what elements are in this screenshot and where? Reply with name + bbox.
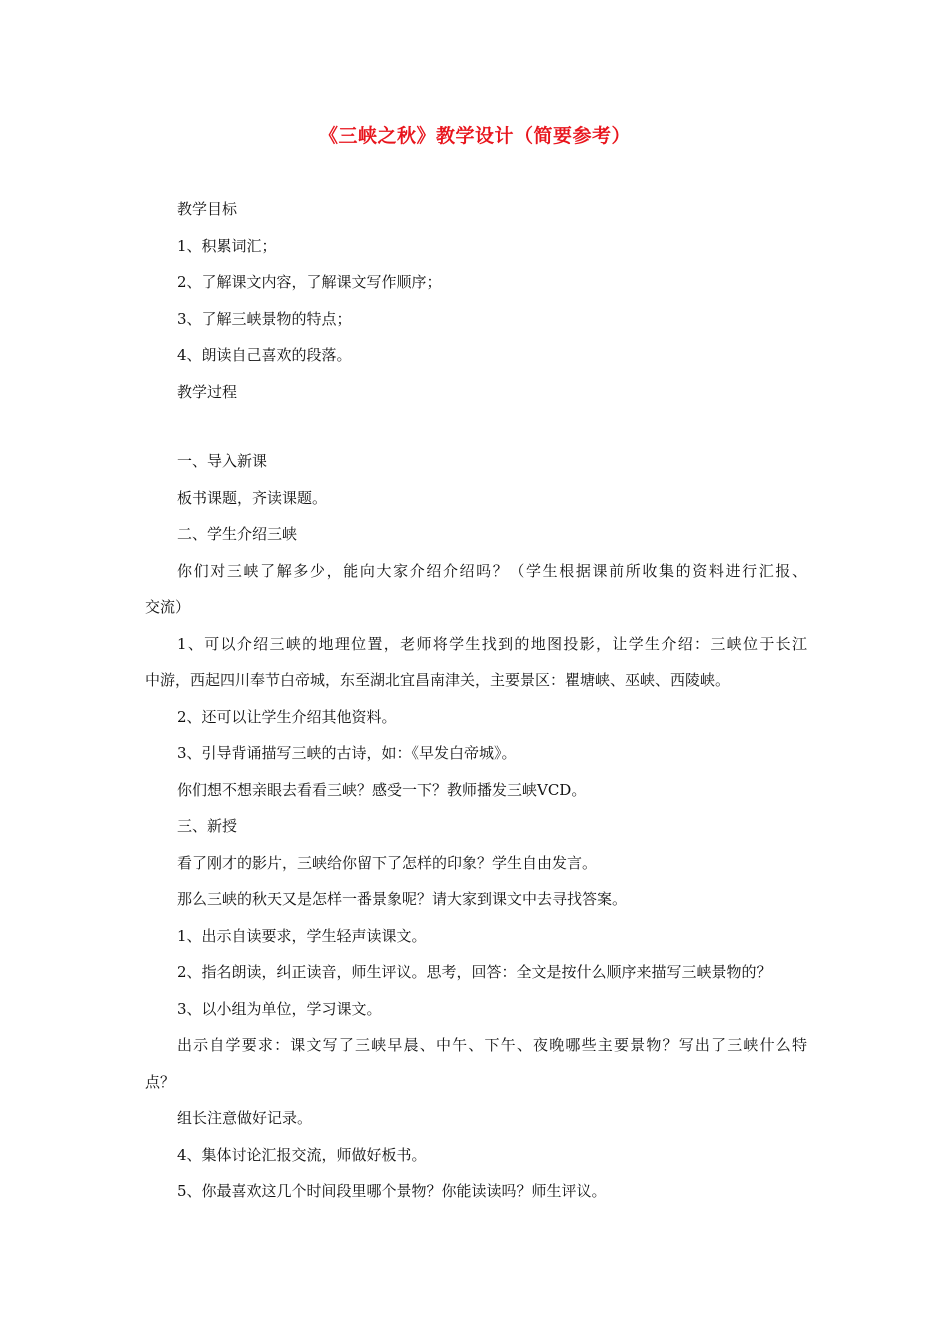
paragraph: 点？	[145, 1072, 176, 1091]
paragraph: 三、新授	[177, 817, 238, 835]
paragraph: 1、积累词汇；	[177, 236, 277, 255]
paragraph: 二、学生介绍三峡	[177, 525, 298, 543]
paragraph: 3、引导背诵描写三峡的古诗，如：《早发白帝城》。	[177, 744, 517, 762]
paragraph: 一、导入新课	[177, 452, 268, 470]
paragraph: 5、你最喜欢这几个时间段里哪个景物？你能读读吗？师生评议。	[177, 1182, 607, 1200]
paragraph: 那么三峡的秋天又是怎样一番景象呢？请大家到课文中去寻找答案。	[177, 890, 628, 908]
paragraph: 看了刚才的影片，三峡给你留下了怎样的印象？学生自由发言。	[177, 853, 598, 872]
paragraph: 2、还可以让学生介绍其他资料。	[177, 707, 397, 726]
section-heading-objectives: 教学目标	[177, 200, 238, 218]
paragraph: 1、出示自读要求，学生轻声读课文。	[177, 926, 427, 945]
paragraph: 组长注意做好记录。	[177, 1109, 313, 1127]
paragraph: 出示自学要求：课文写了三峡早晨、中午、下午、夜晚哪些主要景物？写出了三峡什么特	[177, 1036, 807, 1054]
paragraph: 你们对三峡了解多少，能向大家介绍介绍吗？（学生根据课前所收集的资料进行汇报、	[177, 561, 807, 580]
section-heading-process: 教学过程	[177, 382, 238, 401]
paragraph: 1、可以介绍三峡的地理位置，老师将学生找到的地图投影，让学生介绍：三峡位于长江	[177, 634, 807, 653]
paragraph: 2、了解课文内容，了解课文写作顺序；	[177, 273, 442, 291]
blank-line	[145, 410, 807, 443]
paragraph: 4、集体讨论汇报交流，师做好板书。	[177, 1145, 427, 1164]
paragraph: 3、以小组为单位，学习课文。	[177, 999, 382, 1018]
paragraph: 4、朗读自己喜欢的段落。	[177, 346, 352, 364]
paragraph: 你们想不想亲眼去看看三峡？感受一下？教师播发三峡VCD。	[177, 780, 587, 799]
paragraph: 3、了解三峡景物的特点；	[177, 309, 352, 328]
paragraph: 交流）	[145, 598, 191, 616]
document-title: 《三峡之秋》教学设计（简要参考）	[318, 125, 631, 147]
paragraph: 板书课题，齐读课题。	[177, 488, 328, 507]
paragraph: 2、指名朗读，纠正读音，师生评议。思考，回答：全文是按什么顺序来描写三峡景物的？	[177, 963, 772, 981]
document-body	[145, 191, 807, 1210]
paragraph: 中游，西起四川奉节白帝城，东至湖北宜昌南津关，主要景区：瞿塘峡、巫峡、西陵峡。	[145, 671, 731, 689]
